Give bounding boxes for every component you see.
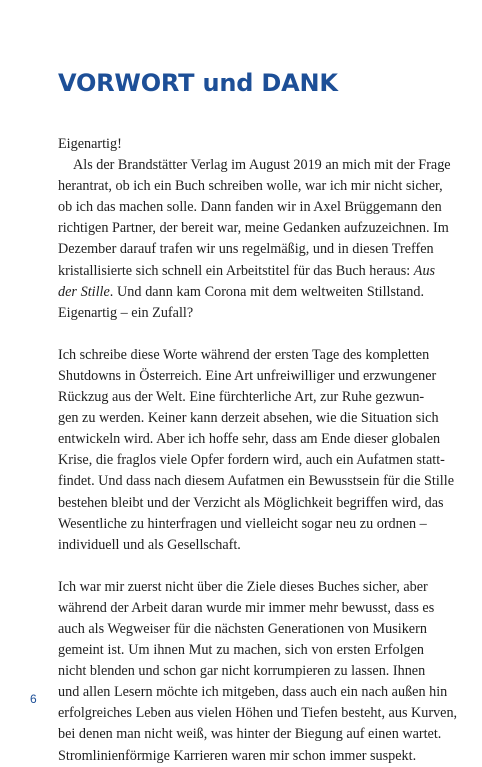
page-number: 6 [30, 692, 37, 706]
text-line: nicht blenden und schon gar nicht korrumpieren zu lassen. Ihnen [58, 663, 426, 680]
text-line: ob ich das machen solle. Dann fanden wir in Axel Brüggemann den [58, 199, 442, 216]
text-segment: kristallisierte sich schnell ein Arbeitstitel für das Buch heraus: [58, 262, 411, 279]
text-line [58, 261, 436, 282]
paragraph-ziele [58, 577, 458, 767]
text-line: gemeint ist. Um ihnen Mut zu machen, sich von ersten Erfolgen [58, 642, 424, 659]
text-line: individuell und als Gesellschaft. [58, 536, 241, 553]
chapter-heading: VORWORT und DANK [58, 69, 338, 97]
text-line: entwickeln wird. Aber ich hoffe sehr, dass am Ende dieser globalen [58, 431, 441, 448]
text-segment: . Und dann kam Corona mit dem weltweiten Stillstand. [109, 283, 424, 300]
text-line: Dezember darauf trafen wir uns regelmäßig, und in diesen Treffen [58, 241, 434, 258]
text-line: während der Arbeit daran wurde mir immer mehr bewusst, dass es [58, 599, 435, 616]
paragraph-eigenartig [58, 134, 424, 155]
italic-title-end: der Stille [58, 283, 110, 300]
text-line: bestehen bleibt und der Verzicht als Möglichkeit begriffen wird, das [58, 494, 444, 511]
text-line: findet. Und dass nach diesem Aufatmen ein Bewusstsein für die Stille [58, 473, 454, 490]
text-line: Krise, die fraglos viele Opfer fordern wird, auch ein Aufatmen statt- [58, 452, 445, 469]
text-line: Eigenartig! [58, 136, 122, 152]
text-line: Rückzug aus der Welt. Eine fürchterliche Art, zur Ruhe gezwun- [58, 389, 425, 406]
text-line: Ich schreibe diese Worte während der ersten Tage des kompletten [58, 346, 430, 363]
text-line: herantrat, ob ich ein Buch schreiben wolle, war ich mir nicht sicher, [58, 178, 443, 195]
text-line: auch als Wegweiser für die nächsten Generationen von Musikern [58, 620, 427, 637]
text-line: Ich war mir zuerst nicht über die Ziele dieses Buches sicher, aber [58, 578, 428, 595]
text-line: Stromlinienförmige Karrieren waren mir schon immer suspekt. [58, 747, 417, 764]
text-line: Eigenartig – ein Zufall? [58, 304, 194, 321]
text-line: erfolgreiches Leben aus vielen Höhen und Tiefen besteht, aus Kurven, [58, 705, 458, 722]
text-line: Als der Brandstätter Verlag im August 2019 an mich mit der Frage [73, 157, 451, 174]
text-line: richtigen Partner, der bereit war, meine Gedanken aufzuzeichnen. Im [58, 220, 449, 237]
paragraph-shutdown [58, 345, 454, 556]
text-line: und allen Lesern möchte ich mitgeben, dass auch ein nach außen hin [58, 684, 448, 701]
paragraph-verlag [58, 155, 451, 324]
text-line [58, 282, 424, 303]
text-line: gen zu werden. Keiner kann derzeit absehen, wie die Situation sich [58, 410, 439, 427]
text-line: Wesentliche zu hinterfragen und vielleicht sogar neu zu ordnen – [58, 515, 427, 532]
body-text [58, 134, 458, 767]
text-line: bei denen man nicht weiß, was hinter der Biegung auf einen wartet. [58, 726, 442, 743]
text-line: Shutdowns in Österreich. Eine Art unfreiwilliger und erzwungener [58, 367, 437, 384]
italic-title-start: Aus [413, 262, 436, 279]
